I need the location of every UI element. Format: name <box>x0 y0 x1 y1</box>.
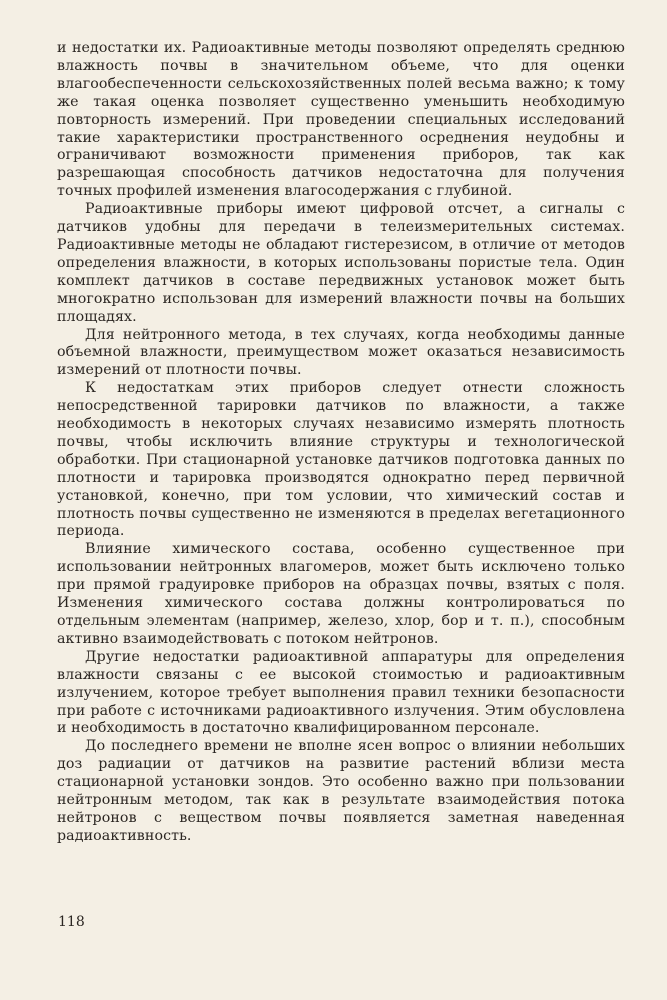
page-number: 118 <box>58 914 85 930</box>
paragraph-2: Радиоактивные приборы имеют цифровой отсчет, а сигналы с датчиков удобны для передачи в телеизмерительных системах. Радиоактивные методы не обладают гистерезисом, в отличие от методов определения влажности, в которых использованы пористые тела. Один комплект датчиков в составе передвижных установок может быть многократно использован для измерений влажности почвы на больших площадях. <box>57 201 625 325</box>
paragraph-5: Влияние химического состава, особенно существенное при использовании нейтронных влагомеров, может быть исключено только при прямой градуировке приборов на образцах почвы, взятых с поля. Изменения химического состава должны контролироваться по отдельным элементам (например, железо, хлор, бор и т. п.), способным активно взаимодействовать с потоком нейтронов. <box>57 541 625 647</box>
paragraph-6: Другие недостатки радиоактивной аппаратуры для определения влажности связаны с ее высокой стоимостью и радиоактивным излучением, которое требует выполнения правил техники безопасности при работе с источниками радиоактивного излучения. Этим обусловлена и необходимость в достаточно квалифицированном персонале. <box>57 648 625 737</box>
paragraph-3: Для нейтронного метода, в тех случаях, когда необходимы данные объемной влажности, преимуществом может оказаться независимость измерений от плотности почвы. <box>57 326 625 379</box>
paragraph-4: К недостаткам этих приборов следует отнести сложность непосредственной тарировки датчиков по влажности, а также необходимость в некоторых случаях независимо измерять плотность почвы, чтобы исключить влияние структуры и технологической обработки. При стационарной установке датчиков подготовка данных по плотности и тарировка производятся однократно перед первичной установкой, конечно, при том условии, что химический состав и плотность почвы существенно не изменяются в пределах вегетационного периода. <box>57 380 625 540</box>
paragraph-1: и недостатки их. Радиоактивные методы позволяют определять среднюю влажность почвы в значительном объеме, что для оценки влагообеспеченности сельскохозяйственных полей весьма важно; к тому же такая оценка позволяет существенно уменьшить необходимую повторность измерений. При проведении специальных исследований такие характеристики пространственного осреднения неудобны и ограничивают возможности применения приборов, так как разрешающая способность датчиков недостаточна для получения точных профилей изменения влагосодержания с глубиной. <box>57 40 625 200</box>
body-text <box>57 40 625 846</box>
paragraph-7: До последнего времени не вполне ясен вопрос о влиянии небольших доз радиации от датчиков на развитие растений вблизи места стационарной установки зондов. Это особенно важно при пользовании нейтронным методом, так как в результате взаимодействия потока нейтронов с веществом почвы появляется заметная наведенная радиоактивность. <box>57 738 625 844</box>
